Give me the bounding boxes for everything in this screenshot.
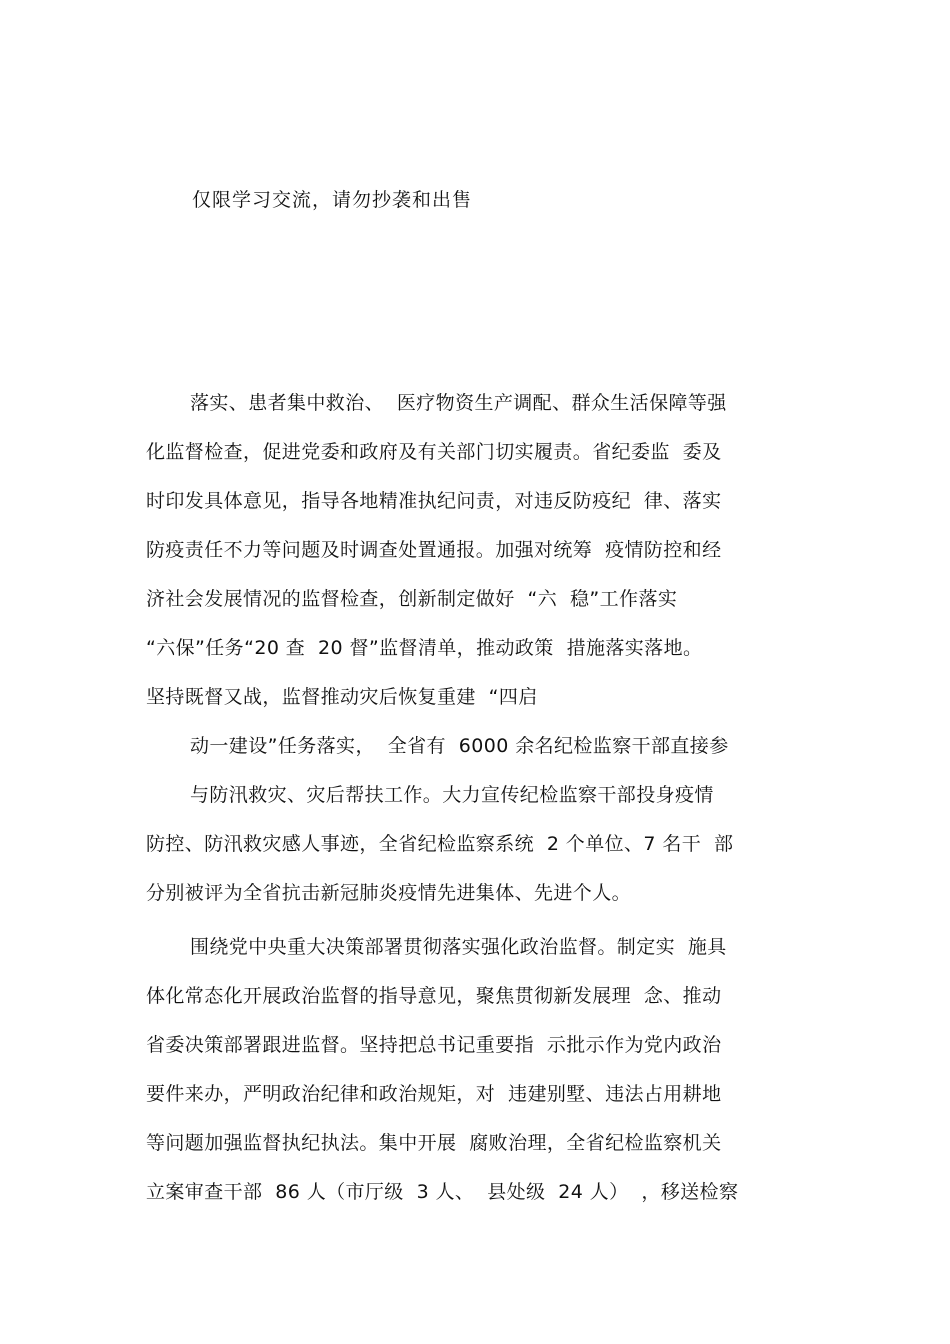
- paragraph-line: 坚持既督又战，监督推动灾后恢复重建 “四启: [146, 686, 538, 708]
- paragraph-line: 要件来办，严明政治纪律和政治规矩，对 违建别墅、违法占用耕地: [146, 1083, 722, 1105]
- paragraph-line: 与防汛救灾、灾后帮扶工作。大力宣传纪检监察干部投身疫情: [190, 784, 714, 806]
- paragraph-line: 防疫责任不力等问题及时调查处置通报。加强对统筹 疫情防控和经: [146, 539, 722, 561]
- paragraph-line: 防控、防汛救灾感人事迹，全省纪检监察系统 2 个单位、7 名干 部: [146, 833, 734, 855]
- paragraph-line: 省委决策部署跟进监督。坚持把总书记重要指 示批示作为党内政治: [146, 1034, 722, 1056]
- paragraph-line: 等问题加强监督执纪执法。集中开展 腐败治理，全省纪检监察机关: [146, 1132, 722, 1154]
- paragraph-line: 落实、患者集中救治、 医疗物资生产调配、群众生活保障等强: [190, 392, 727, 414]
- paragraph-line: 体化常态化开展政治监督的指导意见，聚焦贯彻新发展理 念、推动: [146, 985, 722, 1007]
- paragraph-line: 分别被评为全省抗击新冠肺炎疫情先进集体、先进个人。: [146, 882, 632, 904]
- paragraph-line: 济社会发展情况的监督检查，创新制定做好 “六 稳”工作落实: [146, 588, 678, 610]
- paragraph-line: 动一建设”任务落实， 全省有 6000 余名纪检监察干部直接参: [190, 735, 729, 757]
- paragraph-line: 时印发具体意见，指导各地精准执纪问责，对违反防疫纪 律、落实: [146, 490, 722, 512]
- paragraph-line: 围绕党中央重大决策部署贯彻落实强化政治监督。制定实 施具: [190, 936, 727, 958]
- paragraph-line: 化监督检查，促进党委和政府及有关部门切实履责。省纪委监 委及: [146, 441, 722, 463]
- paragraph-line: 立案审查干部 86 人（市厅级 3 人、 县处级 24 人） ，移送检察: [146, 1181, 739, 1203]
- paragraph-line: “六保”任务“20 查 20 督”监督清单，推动政策 措施落实落地。: [146, 637, 703, 659]
- watermark-notice: 仅限学习交流，请勿抄袭和出售: [192, 189, 473, 211]
